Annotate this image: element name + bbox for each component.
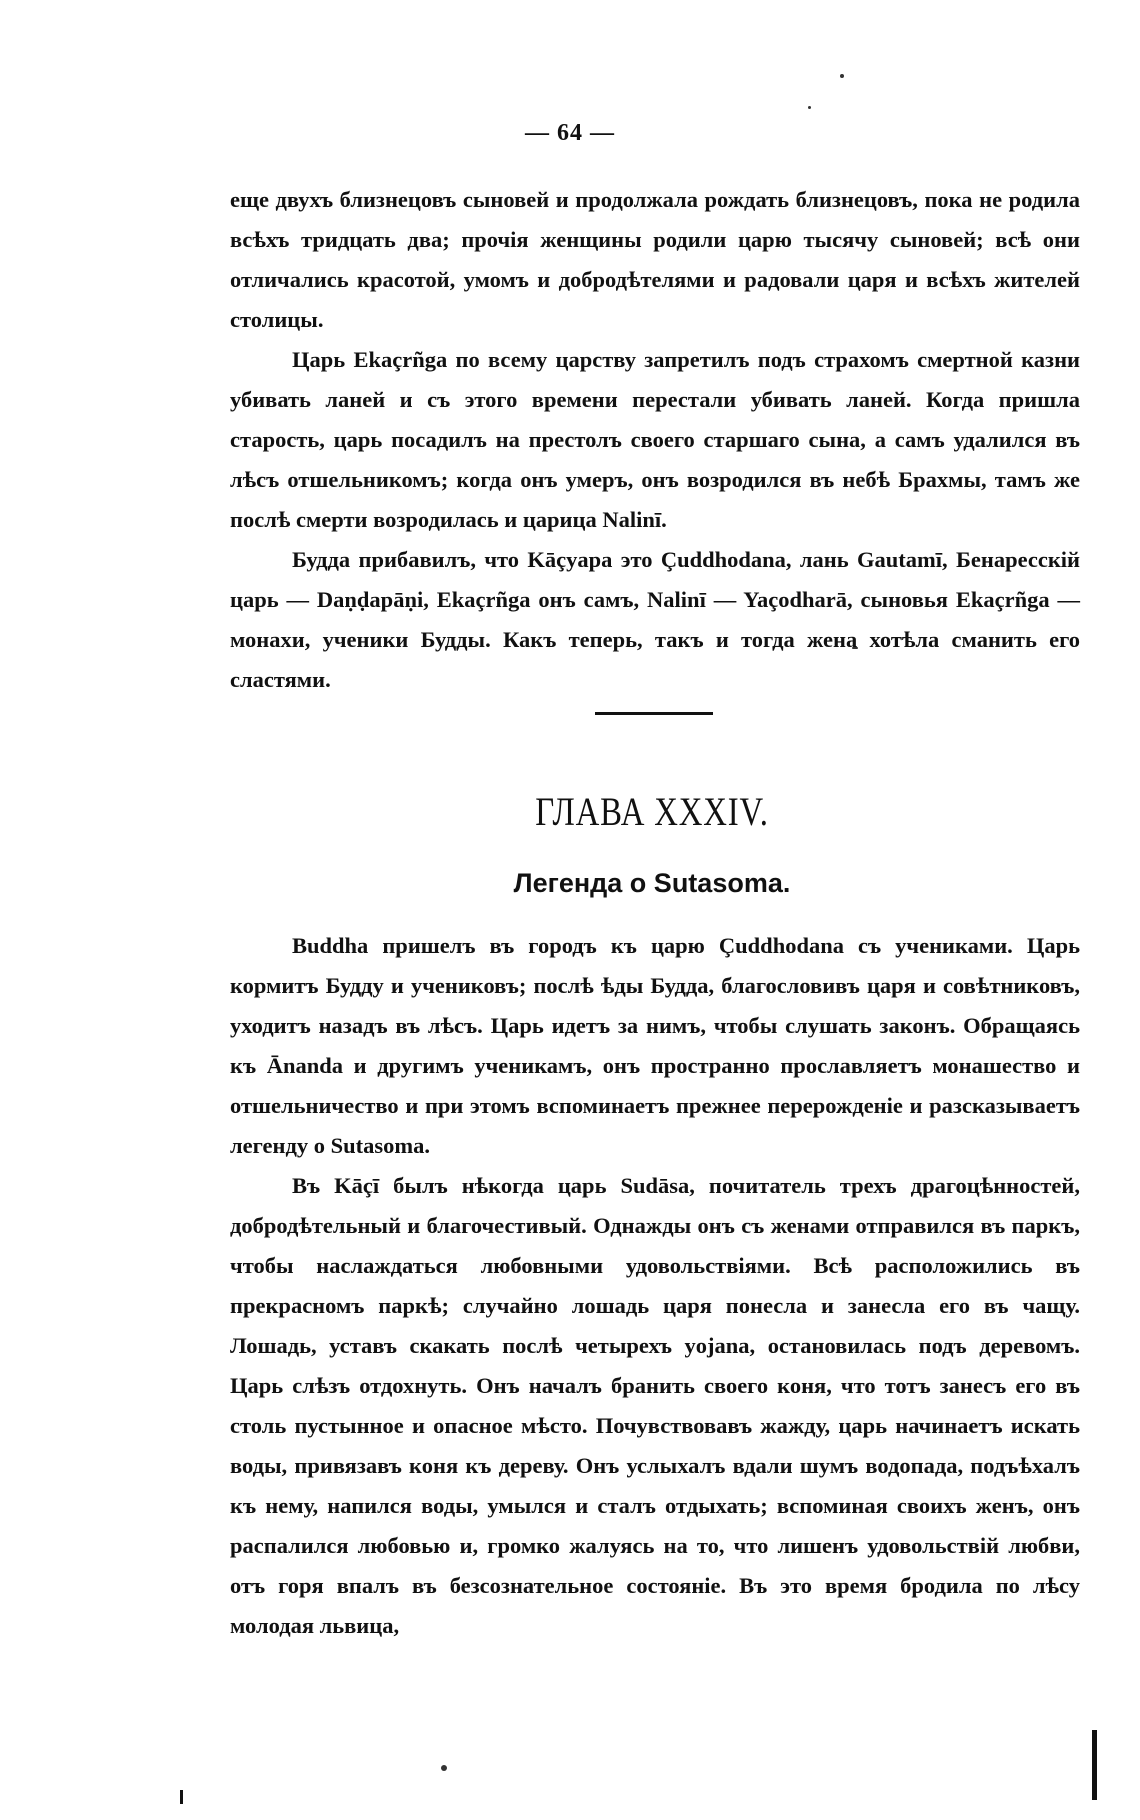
scan-speck bbox=[808, 106, 811, 109]
paragraph: Царь Ekaçrñga по всему царству запретилъ подъ страхомъ смертной казни убивать ланей и съ этого времени перестали убивать ланей. Когда пришла старость, царь посадилъ на престолъ своего старшаго сына, а самъ удалился въ лѣсъ отшельникомъ; когда онъ умеръ, онъ возродился въ небѣ Брахмы, тамъ же послѣ смерти возродилась и царица Nalinī. bbox=[230, 347, 1080, 532]
paragraph: Будда прибавилъ, что Kāçyapa это Çuddhodana, лань Gautamī, Бенаресскій царь — Daṇḍapāṇi, Ekaçrñga онъ самъ, Nalinī — Yaçodharā, сыновья Ekaçrñga — монахи, ученики Будды. Какъ теперь, такъ и тогда жена хотѣла сманить его сластями. bbox=[230, 547, 1080, 692]
section-divider bbox=[595, 712, 713, 715]
chapter-subtitle: Легенда о Sutasoma. bbox=[513, 868, 791, 898]
scan-speck bbox=[840, 74, 844, 78]
page-number: — 64 — bbox=[525, 120, 615, 146]
scan-speck bbox=[441, 1765, 447, 1771]
scan-edge-mark bbox=[180, 1790, 183, 1804]
paragraph: еще двухъ близнецовъ сыновей и продолжала рождать близнецовъ, пока не родила всѣхъ тридцать два; прочія женщины родили царю тысячу сыновей; всѣ они отличались красотой, умомъ и добродѣтелями и радовали царя и всѣхъ жителей столицы. bbox=[230, 187, 1080, 332]
paragraph: Въ Kāçī былъ нѣкогда царь Sudāsa, почитатель трехъ драгоцѣнностей, добродѣтельный и благочестивый. Однажды онъ съ женами отправился въ паркъ, чтобы наслаждаться любовными удовольствіями. Всѣ расположились въ прекрасномъ паркѣ; случайно лошадь царя понесла и занесла его въ чащу. Лошадь, уставъ скакать послѣ четырехъ yojana, остановилась подъ деревомъ. Царь слѣзъ отдохнуть. Онъ началъ бранить своего коня, что тотъ занесъ его въ столь пустынное и опасное мѣсто. Почувствовавъ жажду, царь начинаетъ искать воды, привязавъ коня къ дереву. Онъ услыхалъ вдали шумъ водопада, подъѣхалъ къ нему, напился воды, умылся и сталъ отдыхать; вспоминая своихъ женъ, онъ распалился любовью и, громко жалуясь на то, что лишенъ удовольствій любви, отъ горя впалъ въ безсознательное состояніе. Въ это время бродила по лѣсу молодая львица, bbox=[230, 1173, 1080, 1638]
paragraph: Buddha пришелъ въ городъ къ царю Çuddhodana съ учениками. Царь кормитъ Будду и учениковъ; послѣ ѣды Будда, благословивъ царя и совѣтниковъ, уходитъ назадъ въ лѣсъ. Царь идетъ за нимъ, чтобы слушать законъ. Обращаясь къ Ānanda и другимъ ученикамъ, онъ пространно прославляетъ монашество и отшельничество и при этомъ вспоминаетъ прежнее перерожденіе и разсказываетъ легенду о Sutasoma. bbox=[230, 933, 1080, 1158]
chapter-text-block bbox=[230, 926, 1080, 1646]
scan-edge-mark bbox=[1092, 1730, 1097, 1800]
top-text-block bbox=[230, 180, 1080, 700]
chapter-title: ГЛАВА XXXIV. bbox=[535, 789, 769, 834]
